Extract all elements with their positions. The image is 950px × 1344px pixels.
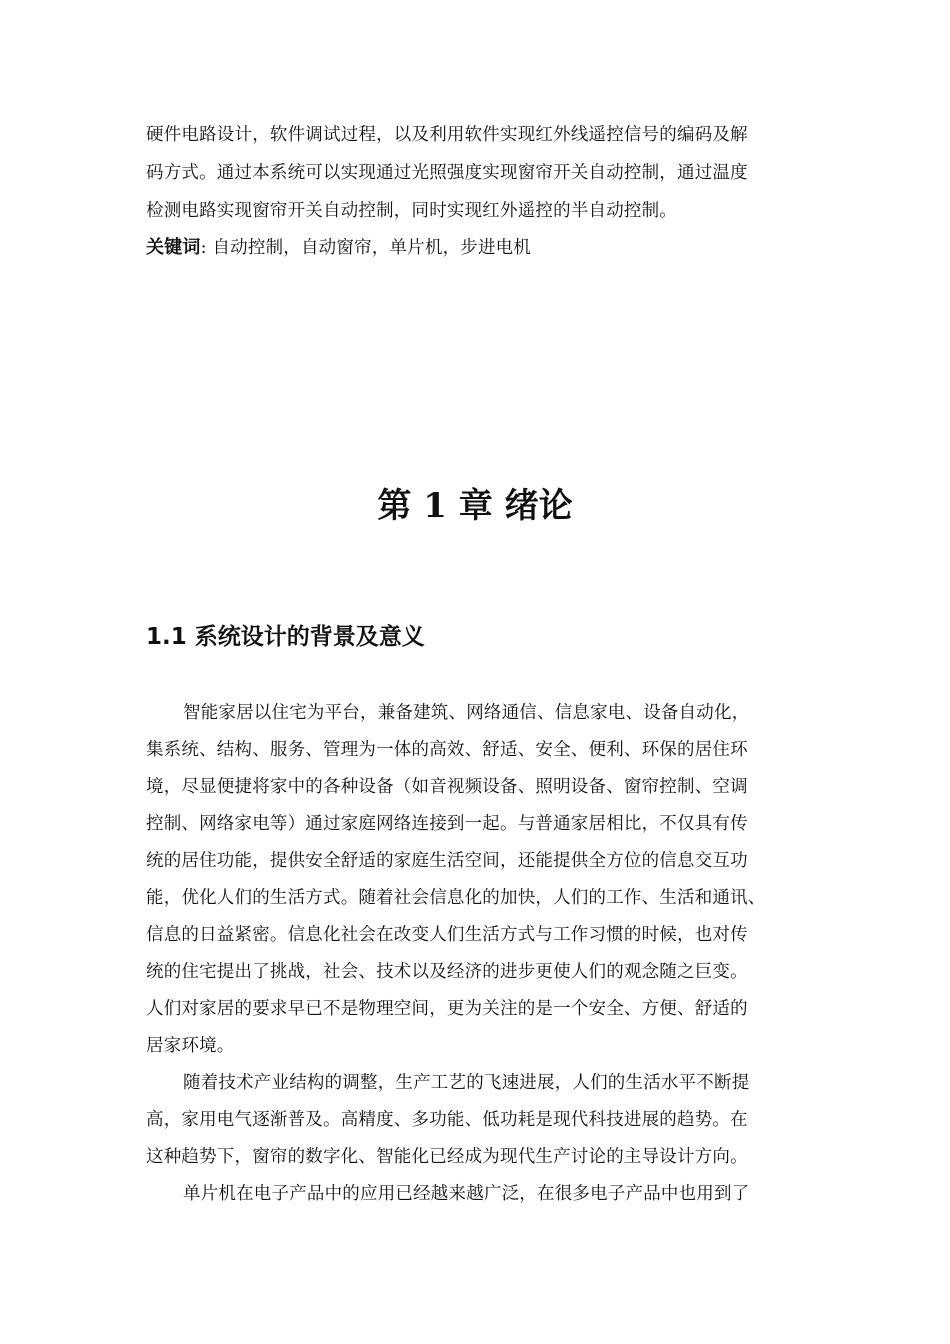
body-line-2: 集系统、结构、服务、管理为一体的高效、舒适、安全、便利、环保的居住环 xyxy=(146,740,748,760)
keywords-value: : 自动控制，自动窗帘，单片机，步进电机 xyxy=(200,238,532,258)
abstract-line-1: 硬件电路设计，软件调试过程，以及利用软件实现红外线遥控信号的编码及解 xyxy=(146,125,748,145)
body-line-13: 这种趋势下，窗帘的数字化、智能化已经成为现代生产讨论的主导设计方向。 xyxy=(146,1147,748,1167)
abstract-line-2: 码方式。通过本系统可以实现通过光照强度实现窗帘开关自动控制，通过温度 xyxy=(146,163,748,183)
body-line-6: 能，优化人们的生活方式。随着社会信息化的加快，人们的工作、生活和通讯、 xyxy=(146,888,766,908)
body-line-7: 信息的日益紧密。信息化社会在改变人们生活方式与工作习惯的时候，也对传 xyxy=(146,925,748,945)
body-line-8: 统的住宅提出了挑战，社会、技术以及经济的进步更使人们的观念随之巨变。 xyxy=(146,962,748,982)
body-line-1: 智能家居以住宅为平台，兼备建筑、网络通信、信息家电、设备自动化， xyxy=(183,703,750,723)
body-line-9: 人们对家居的要求早已不是物理空间，更为关注的是一个安全、方便、舒适的 xyxy=(146,999,748,1019)
body-line-12: 高，家用电气逐渐普及。高精度、多功能、低功耗是现代科技进展的趋势。在 xyxy=(146,1110,748,1130)
body-line-10: 居家环境。 xyxy=(146,1036,235,1056)
keywords-label: 关键词 xyxy=(146,237,201,258)
chapter-title: 第 1 章 绪论 xyxy=(377,486,573,526)
section-title: 1.1 系统设计的背景及意义 xyxy=(146,624,425,650)
body-line-14: 单片机在电子产品中的应用已经越来越广泛，在很多电子产品中也用到了 xyxy=(183,1184,750,1204)
body-line-5: 统的居住功能，提供安全舒适的家庭生活空间，还能提供全方位的信息交互功 xyxy=(146,851,748,871)
abstract-line-3: 检测电路实现窗帘开关自动控制，同时实现红外遥控的半自动控制。 xyxy=(146,201,677,221)
body-line-3: 境，尽显便捷将家中的各种设备（如音视频设备、照明设备、窗帘控制、空调 xyxy=(146,777,748,797)
keywords-line xyxy=(146,229,531,267)
body-line-4: 控制、网络家电等）通过家庭网络连接到一起。与普通家居相比，不仅具有传 xyxy=(146,814,748,834)
body-line-11: 随着技术产业结构的调整，生产工艺的飞速进展，人们的生活水平不断提 xyxy=(183,1073,750,1093)
